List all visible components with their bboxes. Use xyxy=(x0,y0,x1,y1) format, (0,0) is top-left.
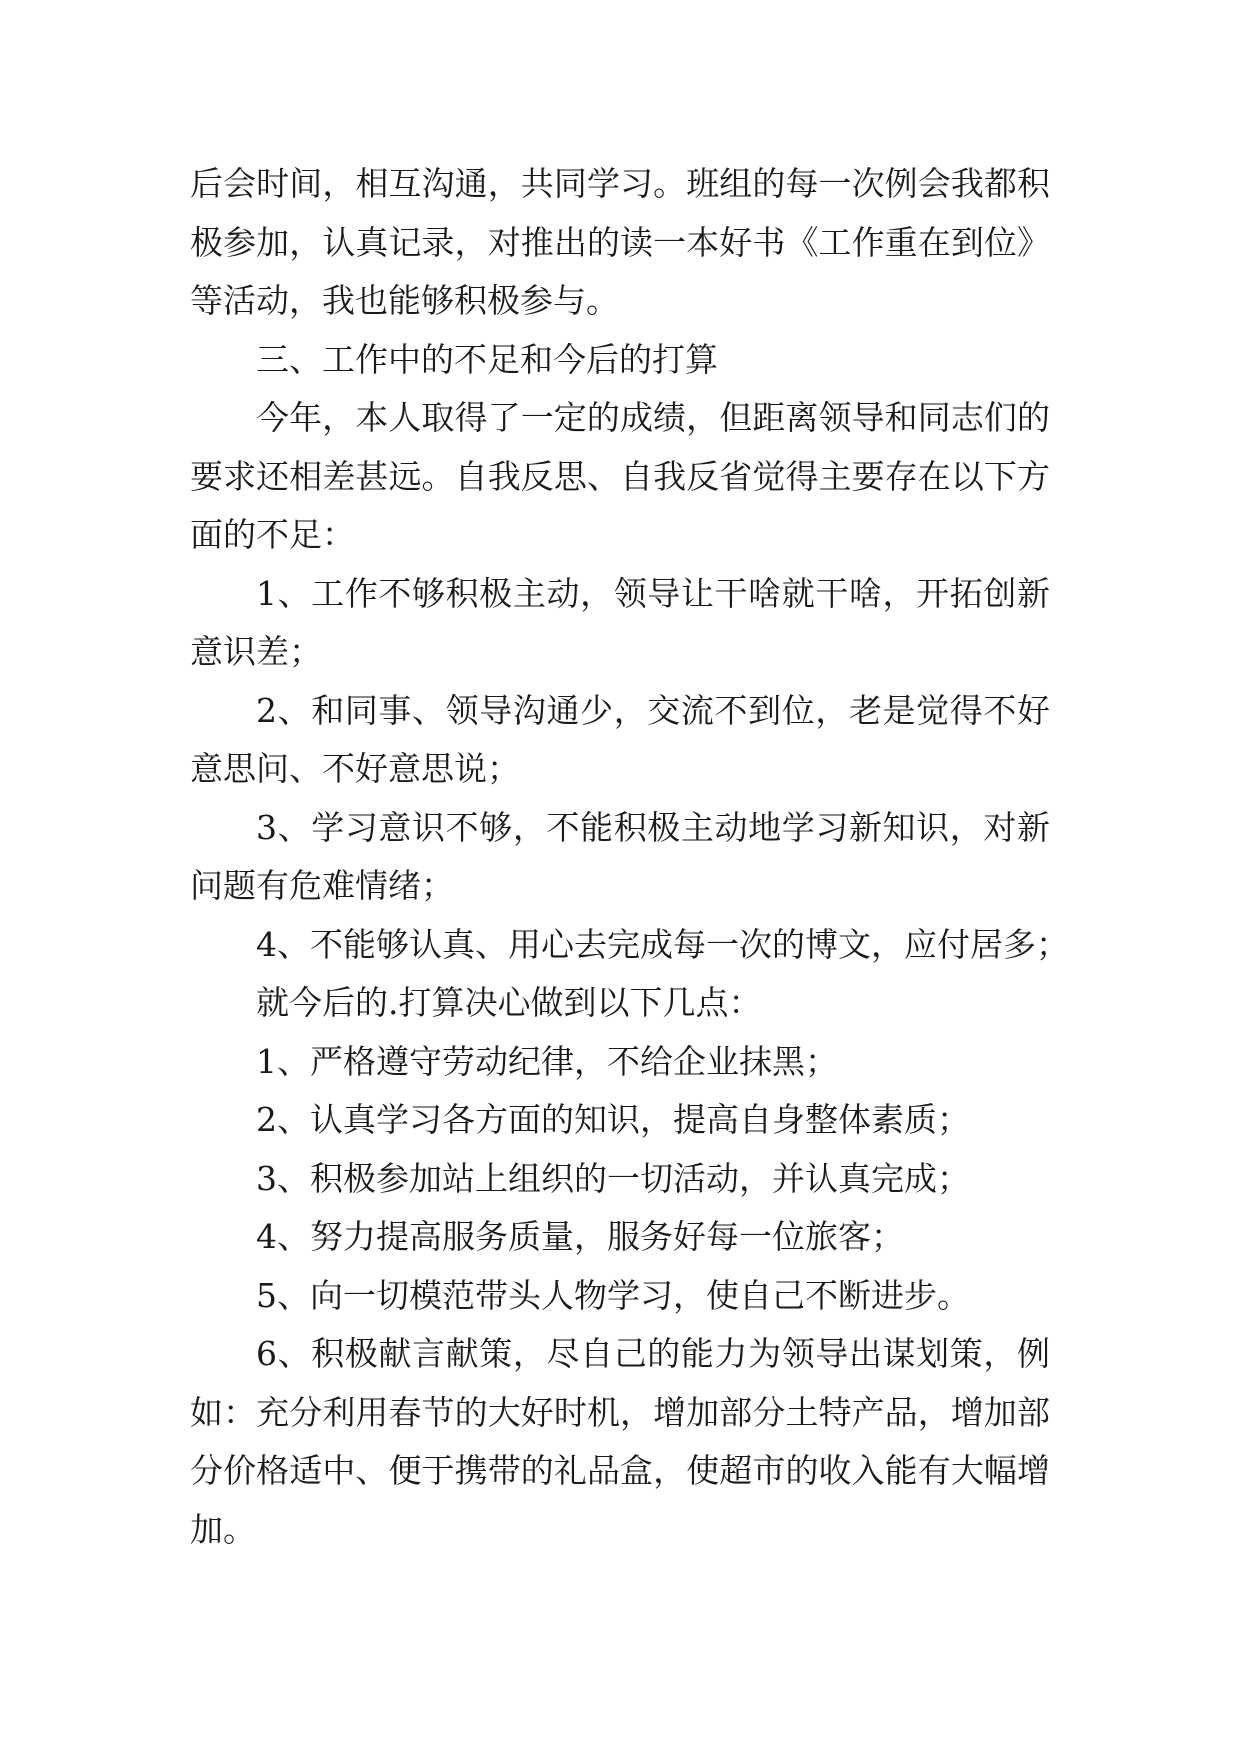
text-line: 问题有危难情绪； xyxy=(190,866,454,905)
text-line: 三、工作中的不足和今后的打算 xyxy=(256,339,718,379)
document-body xyxy=(190,155,1069,1559)
text-line: 1、工作不够积极主动，领导让干啥就干啥，开拓创新 xyxy=(256,573,1050,613)
text-line: 5、向一切模范带头人物学习，使自己不断进步。 xyxy=(256,1275,970,1315)
text-line: 等活动，我也能够积极参与。 xyxy=(190,281,619,320)
text-line: 分价格适中、便于携带的礼品盒，使超市的收入能有大幅增 xyxy=(190,1451,1050,1490)
text-line: 3、学习意识不够，不能积极主动地学习新知识，对新 xyxy=(256,807,1050,847)
text-line: 意识差； xyxy=(190,632,322,671)
text-line: 如：充分利用春节的大好时机，增加部分土特产品，增加部 xyxy=(190,1392,1050,1432)
text-line: 2、认真学习各方面的知识，提高自身整体素质； xyxy=(256,1100,970,1139)
text-line: 就今后的.打算决心做到以下几点： xyxy=(256,983,762,1022)
text-line: 3、积极参加站上组织的一切活动，并认真完成； xyxy=(256,1158,970,1198)
text-line: 加。 xyxy=(190,1509,256,1549)
text-line: 1、严格遵守劳动纪律，不给企业抹黑； xyxy=(256,1041,838,1081)
text-line: 2、和同事、领导沟通少，交流不到位，老是觉得不好 xyxy=(256,690,1050,730)
text-line: 6、积极献言献策，尽自己的能力为领导出谋划策，例 xyxy=(256,1334,1050,1373)
text-line: 后会时间，相互沟通，共同学习。班组的每一次例会我都积 xyxy=(190,164,1050,203)
text-line: 面的不足： xyxy=(190,515,355,554)
text-line: 极参加，认真记录，对推出的读一本好书《工作重在到位》 xyxy=(190,222,1050,262)
text-line: 要求还相差甚远。自我反思、自我反省觉得主要存在以下方 xyxy=(190,456,1050,496)
text-line: 意思问、不好意思说； xyxy=(190,749,520,788)
text-line: 4、不能够认真、用心去完成每一次的博文，应付居多； xyxy=(256,924,1069,964)
text-line: 今年，本人取得了一定的成绩，但距离领导和同志们的 xyxy=(256,398,1050,437)
text-line: 4、努力提高服务质量，服务好每一位旅客； xyxy=(256,1217,904,1256)
